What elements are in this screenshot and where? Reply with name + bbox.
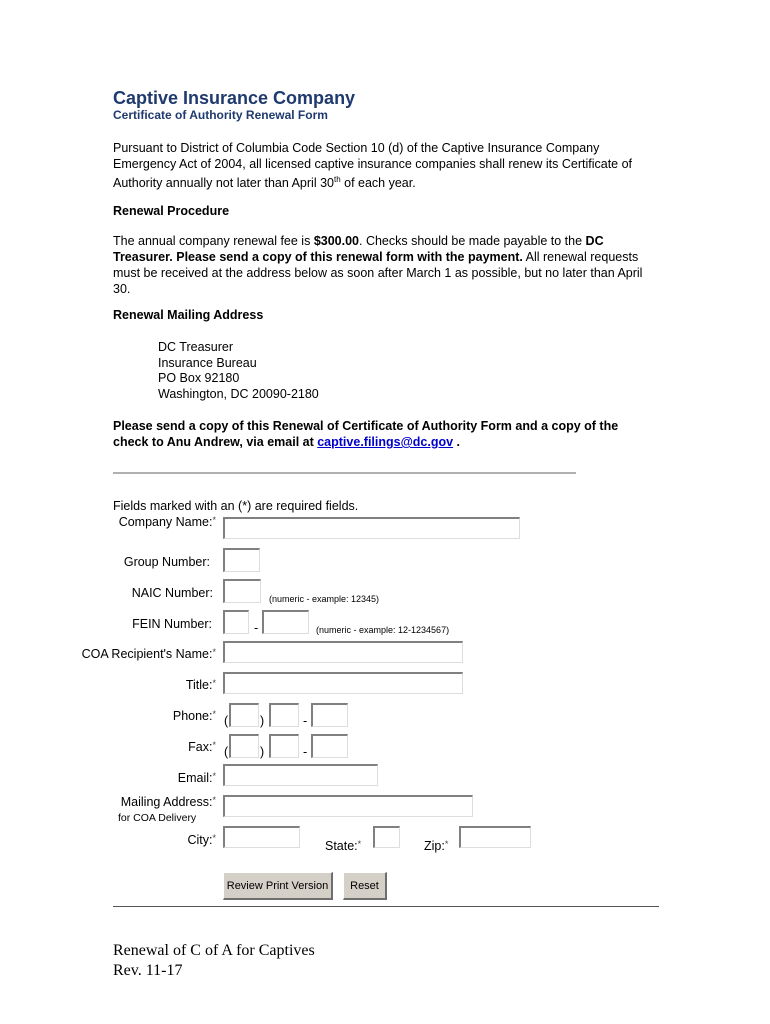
title-input[interactable]	[223, 672, 463, 694]
footer-revision: Rev. 11-17	[113, 962, 183, 979]
divider	[113, 472, 576, 474]
phone-label: Phone:*	[172, 709, 216, 723]
footer-divider	[113, 906, 659, 907]
page-subtitle: Certificate of Authority Renewal Form	[113, 108, 328, 122]
mailing-address-sublabel: for COA Delivery	[118, 812, 197, 824]
reset-button[interactable]: Reset	[343, 872, 387, 900]
group-number-input[interactable]	[223, 548, 260, 572]
city-input[interactable]	[223, 826, 300, 848]
coa-name-input[interactable]	[223, 641, 463, 663]
email-link[interactable]: captive.filings@dc.gov	[317, 435, 454, 449]
mailing-address-input[interactable]	[223, 795, 473, 817]
phone-paren-close: )	[260, 714, 265, 728]
footer-title: Renewal of C of A for Captives	[113, 942, 315, 959]
mailing-address: DC Treasurer Insurance Bureau PO Box 92180 Washington, DC 20090-2180	[158, 340, 319, 401]
fax-paren-close: )	[260, 745, 265, 759]
naic-number-label: NAIC Number:	[131, 586, 213, 600]
mailing-address-heading: Renewal Mailing Address	[113, 308, 264, 322]
email-notice: Please send a copy of this Renewal of Certificate of Authority Form and a copy of the check to Anu Andrew, via email at captive.filings@dc.gov .	[113, 419, 619, 449]
phone-line-input[interactable]	[311, 703, 348, 727]
fax-line-input[interactable]	[311, 734, 348, 758]
group-number-label: Group Number:	[123, 555, 210, 569]
email-label: Email:*	[177, 771, 216, 785]
fein-prefix-input[interactable]	[223, 610, 249, 634]
company-name-input[interactable]	[223, 517, 520, 539]
page-title: Captive Insurance Company	[113, 88, 356, 108]
mailing-address-label: Mailing Address:*	[120, 795, 216, 809]
review-print-version-button[interactable]: Review Print Version	[223, 872, 333, 900]
fax-dash: -	[303, 745, 308, 759]
phone-dash: -	[303, 714, 308, 728]
zip-input[interactable]	[459, 826, 531, 848]
required-note: Fields marked with an (*) are required fields.	[113, 499, 359, 513]
state-input[interactable]	[373, 826, 400, 848]
phone-area-input[interactable]	[229, 703, 259, 727]
city-label: City:*	[187, 833, 216, 847]
fax-label: Fax:*	[188, 740, 216, 754]
fein-dash: -	[254, 621, 259, 635]
fein-suffix-input[interactable]	[262, 610, 309, 634]
company-name-label: Company Name:*	[118, 515, 216, 529]
fax-prefix-input[interactable]	[269, 734, 299, 758]
fax-paren-open: (	[224, 745, 229, 759]
state-label: State:*	[325, 839, 362, 853]
fein-hint: (numeric - example: 12-1234567)	[316, 625, 450, 635]
naic-hint: (numeric - example: 12345)	[269, 594, 380, 604]
title-label: Title:*	[185, 678, 216, 692]
renewal-procedure-heading: Renewal Procedure	[113, 204, 230, 218]
phone-prefix-input[interactable]	[269, 703, 299, 727]
coa-name-label: COA Recipient's Name:*	[81, 647, 216, 661]
fax-area-input[interactable]	[229, 734, 259, 758]
email-input[interactable]	[223, 764, 378, 786]
intro-paragraph: Pursuant to District of Columbia Code Section 10 (d) of the Captive Insurance Company Emergency Act of 2004, all licensed captive insurance companies shall renew its Certificate of Authority annually not later than April 30th of each year.	[113, 141, 633, 191]
naic-number-input[interactable]	[223, 579, 261, 603]
phone-paren-open: (	[224, 714, 229, 728]
footer	[113, 941, 315, 981]
procedure-paragraph: The annual company renewal fee is $300.00. Checks should be made payable to the DC Treasurer. Please send a copy of this renewal form with the payment. All renewal requests must be received at the address below as soon after March 1 as possible, but no later than April 30.	[113, 234, 643, 296]
fein-number-label: FEIN Number:	[132, 617, 212, 631]
zip-label: Zip:*	[424, 839, 449, 853]
